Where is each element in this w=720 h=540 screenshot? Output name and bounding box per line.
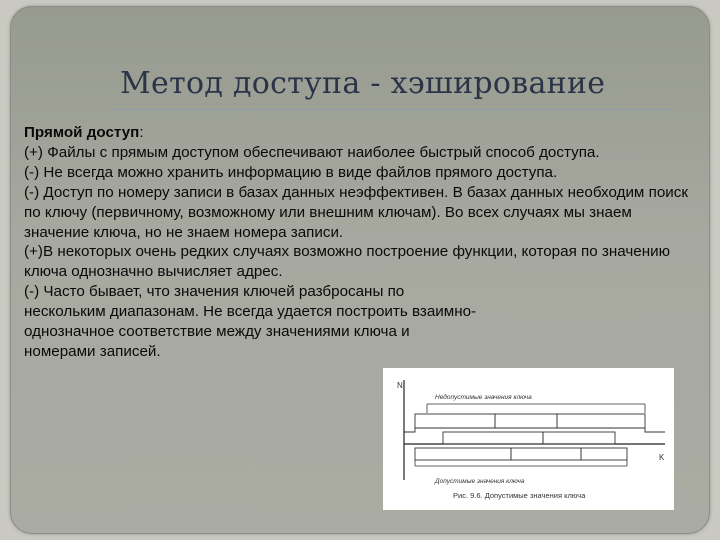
lower-block-1: [415, 448, 511, 460]
lower-block-3: [581, 448, 627, 460]
heading-label: Прямой доступ: [24, 124, 140, 141]
upper-block-3: [557, 414, 645, 428]
paragraph-3: (-) Доступ по номеру записи в базах данных неэффективен. В базах данных необходим поиск по ключу (первичному, возможному или внешним ключам). Во всех случаях мы знаем значение ключа, но не знаем номера записи.: [24, 183, 688, 241]
heading-suffix: :: [139, 124, 144, 141]
paragraph-1: (+) Файлы с прямым доступом обеспечивают наиболее быстрый способ доступа.: [24, 143, 600, 161]
figure-caption: Рис. 9.6. Допустимые значения ключа: [453, 491, 586, 500]
slide-body: [24, 123, 696, 362]
upper-block-1: [415, 414, 495, 428]
title-underline: [112, 109, 672, 110]
paragraph-4: (+)В некоторых очень редких случаях возможно построение функции, которая по значению ключа однозначно вычисляет адрес.: [24, 243, 670, 281]
y-axis-label: N: [397, 381, 403, 390]
valid-keys-label: Допустимые значения ключа: [435, 478, 525, 485]
heading-line: [24, 123, 696, 143]
x-axis-label: K: [659, 453, 665, 462]
lower-block-2: [511, 448, 581, 460]
middle-block-2: [543, 432, 615, 444]
paragraph-5: (-) Часто бывает, что значения ключей разбросаны по нескольким диапазонам. Не всегда удается построить взаимно-однозначное соответствие между значениями ключа и номерами записей.: [24, 283, 477, 360]
slide-title: Метод доступа - хэширование: [120, 66, 606, 101]
paragraph-2: (-) Не всегда можно хранить информацию в виде файлов прямого доступа.: [24, 163, 558, 181]
invalid-keys-label: Недопустимые значения ключа: [435, 394, 532, 401]
key-range-figure: [383, 368, 674, 510]
step-line: [404, 428, 665, 432]
middle-block-1: [443, 432, 543, 444]
figure-diagram: [383, 368, 674, 510]
upper-block-2: [495, 414, 557, 428]
